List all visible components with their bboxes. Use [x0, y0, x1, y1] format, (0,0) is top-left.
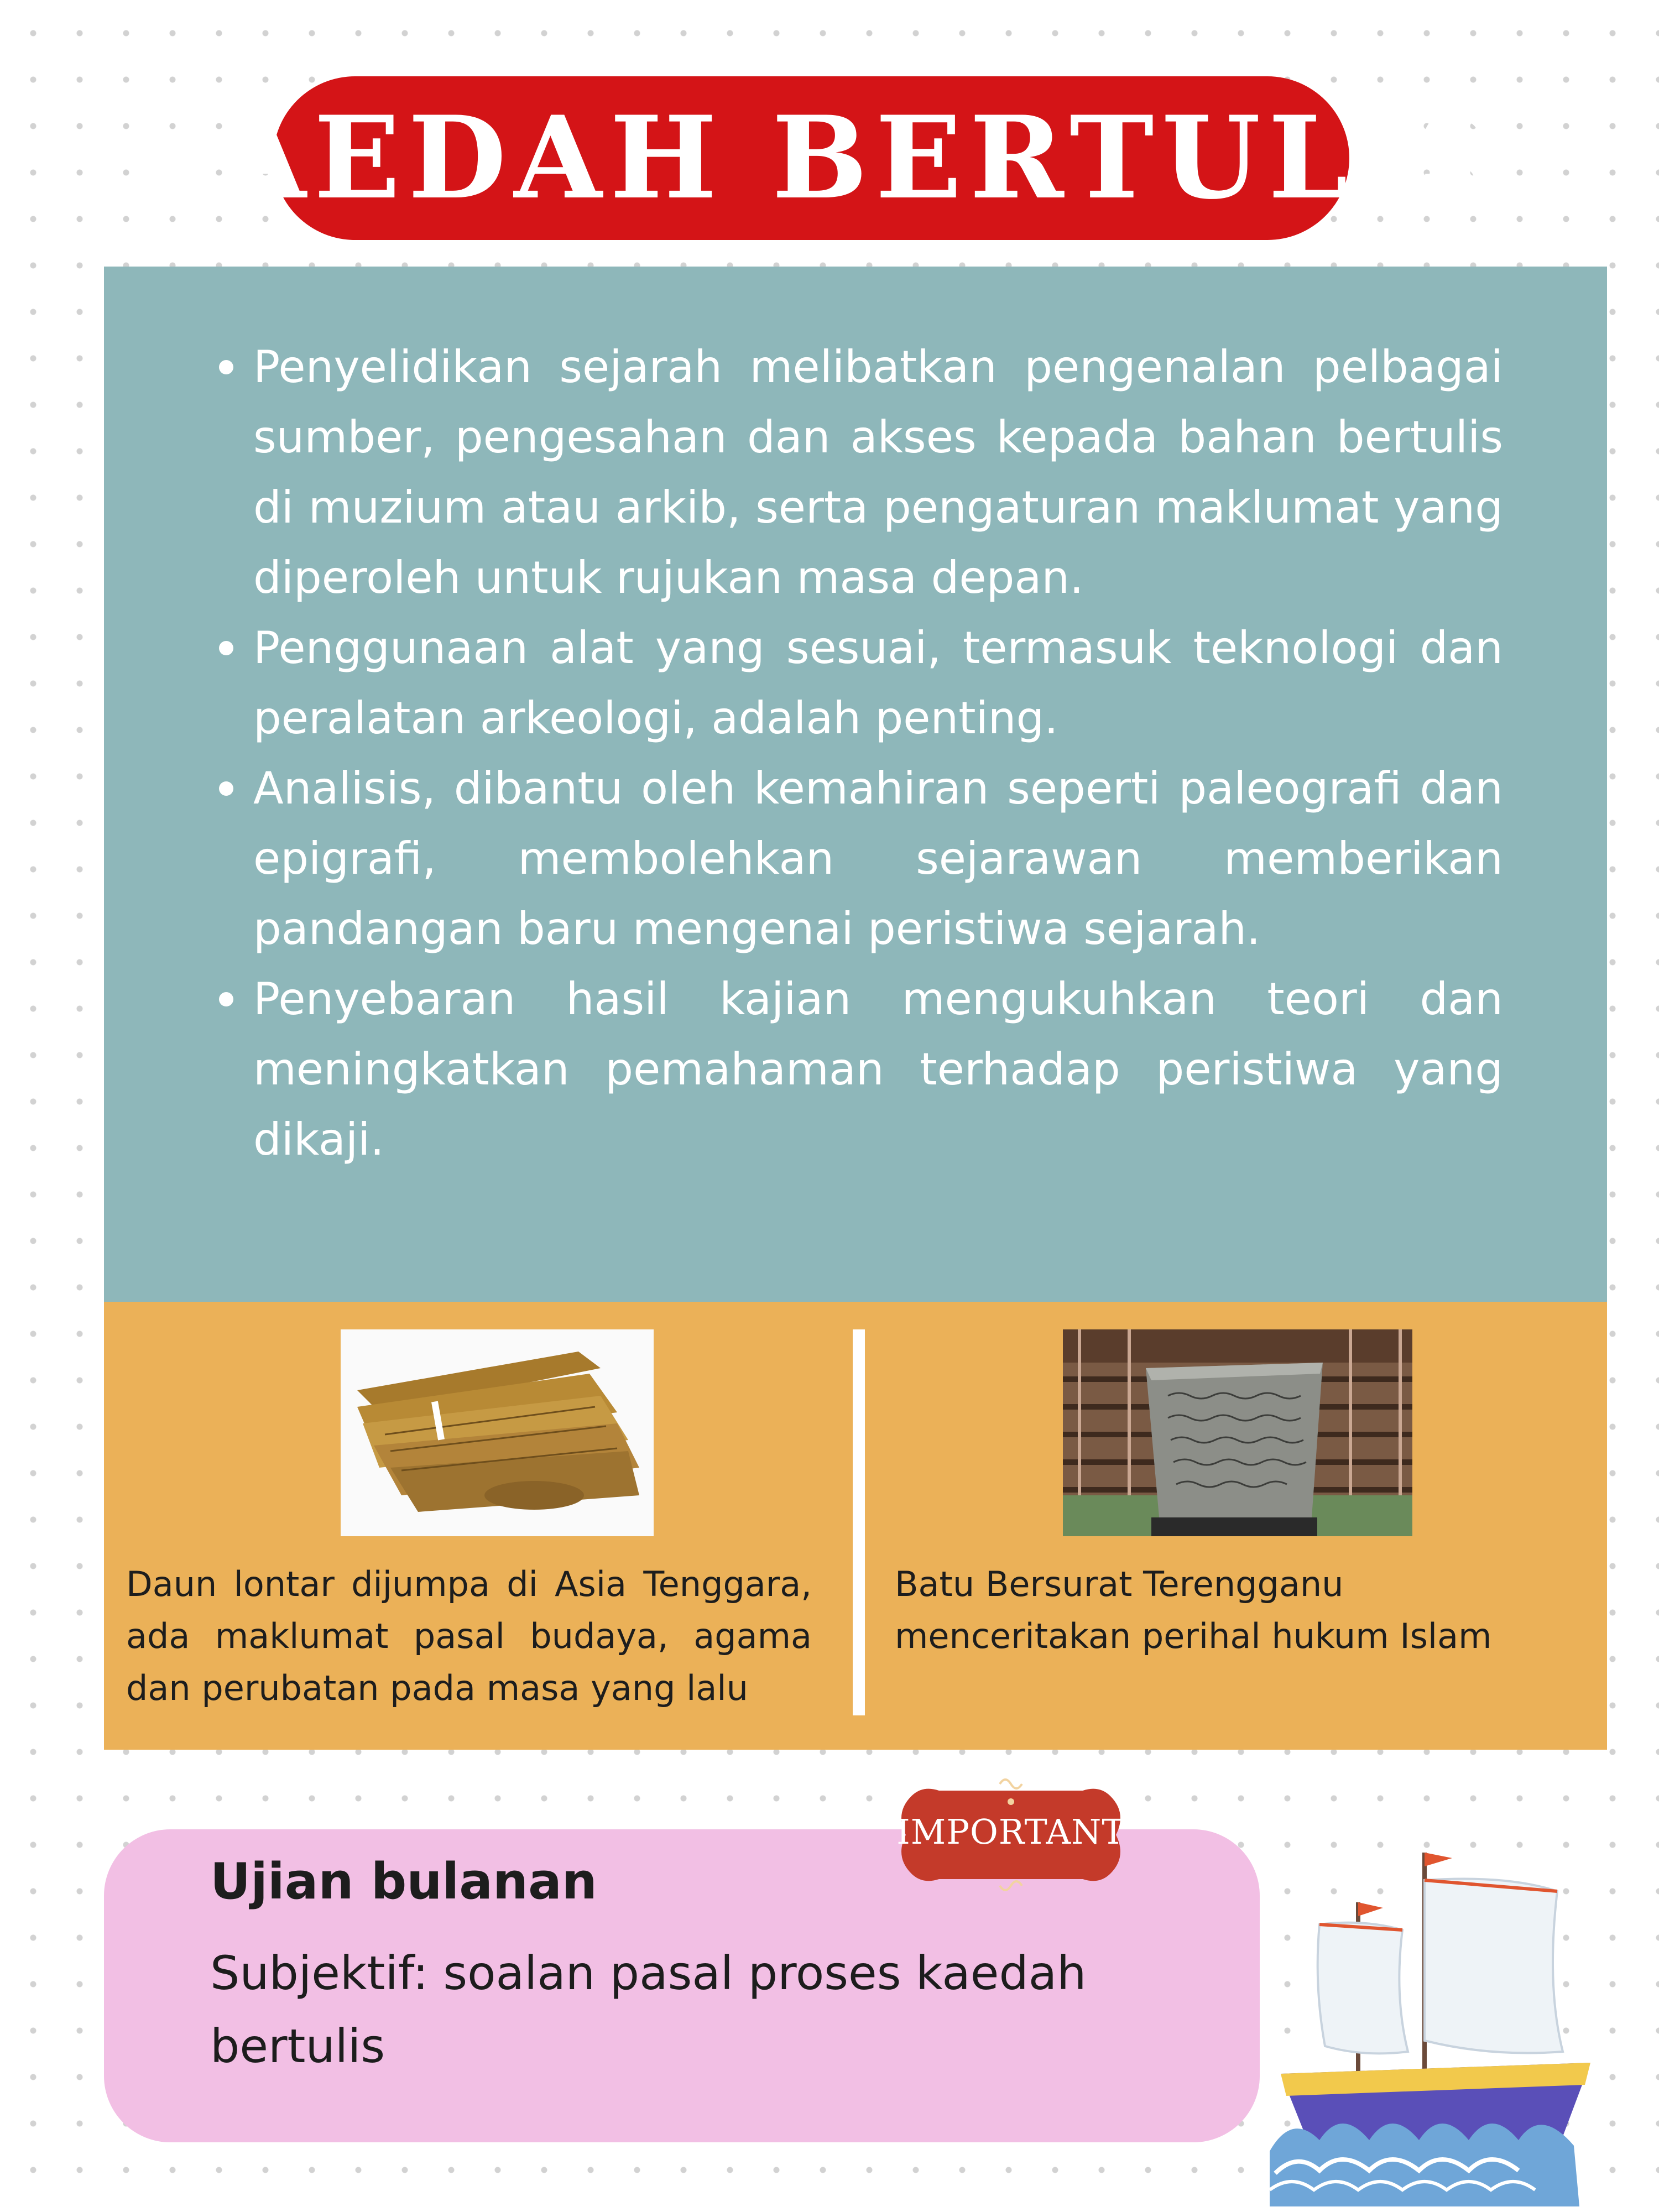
- page-title: KAEDAH BERTULIS: [116, 92, 1506, 225]
- lontar-caption: Daun lontar dijumpa di Asia Tenggara, ada maklumat pasal budaya, agama dan perubatan pada masa yang lalu: [126, 1564, 812, 1708]
- title-banner: [116, 76, 1506, 240]
- sailing-ship-icon: [1270, 1841, 1613, 2206]
- bullet-item: [253, 613, 1503, 753]
- bullet-list: [253, 332, 1503, 1175]
- bullet-text: Penggunaan alat yang sesuai, termasuk teknologi dan peralatan arkeologi, adalah penting.: [253, 622, 1503, 744]
- bullet-text: Penyelidikan sejarah melibatkan pengenalan pelbagai sumber, pengesahan dan akses kepada bahan bertulis di muzium atau arkib, serta pengaturan maklumat yang diperoleh untuk rujukan masa depan.: [253, 341, 1503, 603]
- palm-leaf-manuscript-image: [341, 1329, 654, 1536]
- bullet-text: Penyebaran hasil kajian mengukuhkan teori dan meningkatkan pemahaman terhadap peristiwa yang dikaji.: [253, 973, 1503, 1165]
- bullet-dot-icon: [219, 360, 233, 374]
- bullet-dot-icon: [219, 781, 233, 796]
- exam-description: Subjektif: soalan pasal proses kaedah bertulis: [210, 1946, 1087, 2073]
- important-badge: [889, 1768, 1133, 1901]
- bullet-dot-icon: [219, 992, 233, 1006]
- examples-divider: [853, 1329, 865, 1715]
- bullet-item: [253, 332, 1503, 613]
- bullet-text: Analisis, dibantu oleh kemahiran seperti paleografi dan epigrafi, membolehkan sejarawan memberikan pandangan baru mengenai peristiwa sejarah.: [253, 763, 1503, 954]
- exam-title: Ujian bulanan: [210, 1853, 597, 1911]
- bullet-item: [253, 964, 1503, 1175]
- bullet-item: [253, 753, 1503, 964]
- bullet-dot-icon: [219, 641, 233, 655]
- inscribed-stone-image: [1063, 1329, 1412, 1536]
- batu-bersurat-caption: Batu Bersurat Terengganu menceritakan perihal hukum Islam: [895, 1564, 1492, 1656]
- important-label: IMPORTANT: [896, 1812, 1125, 1852]
